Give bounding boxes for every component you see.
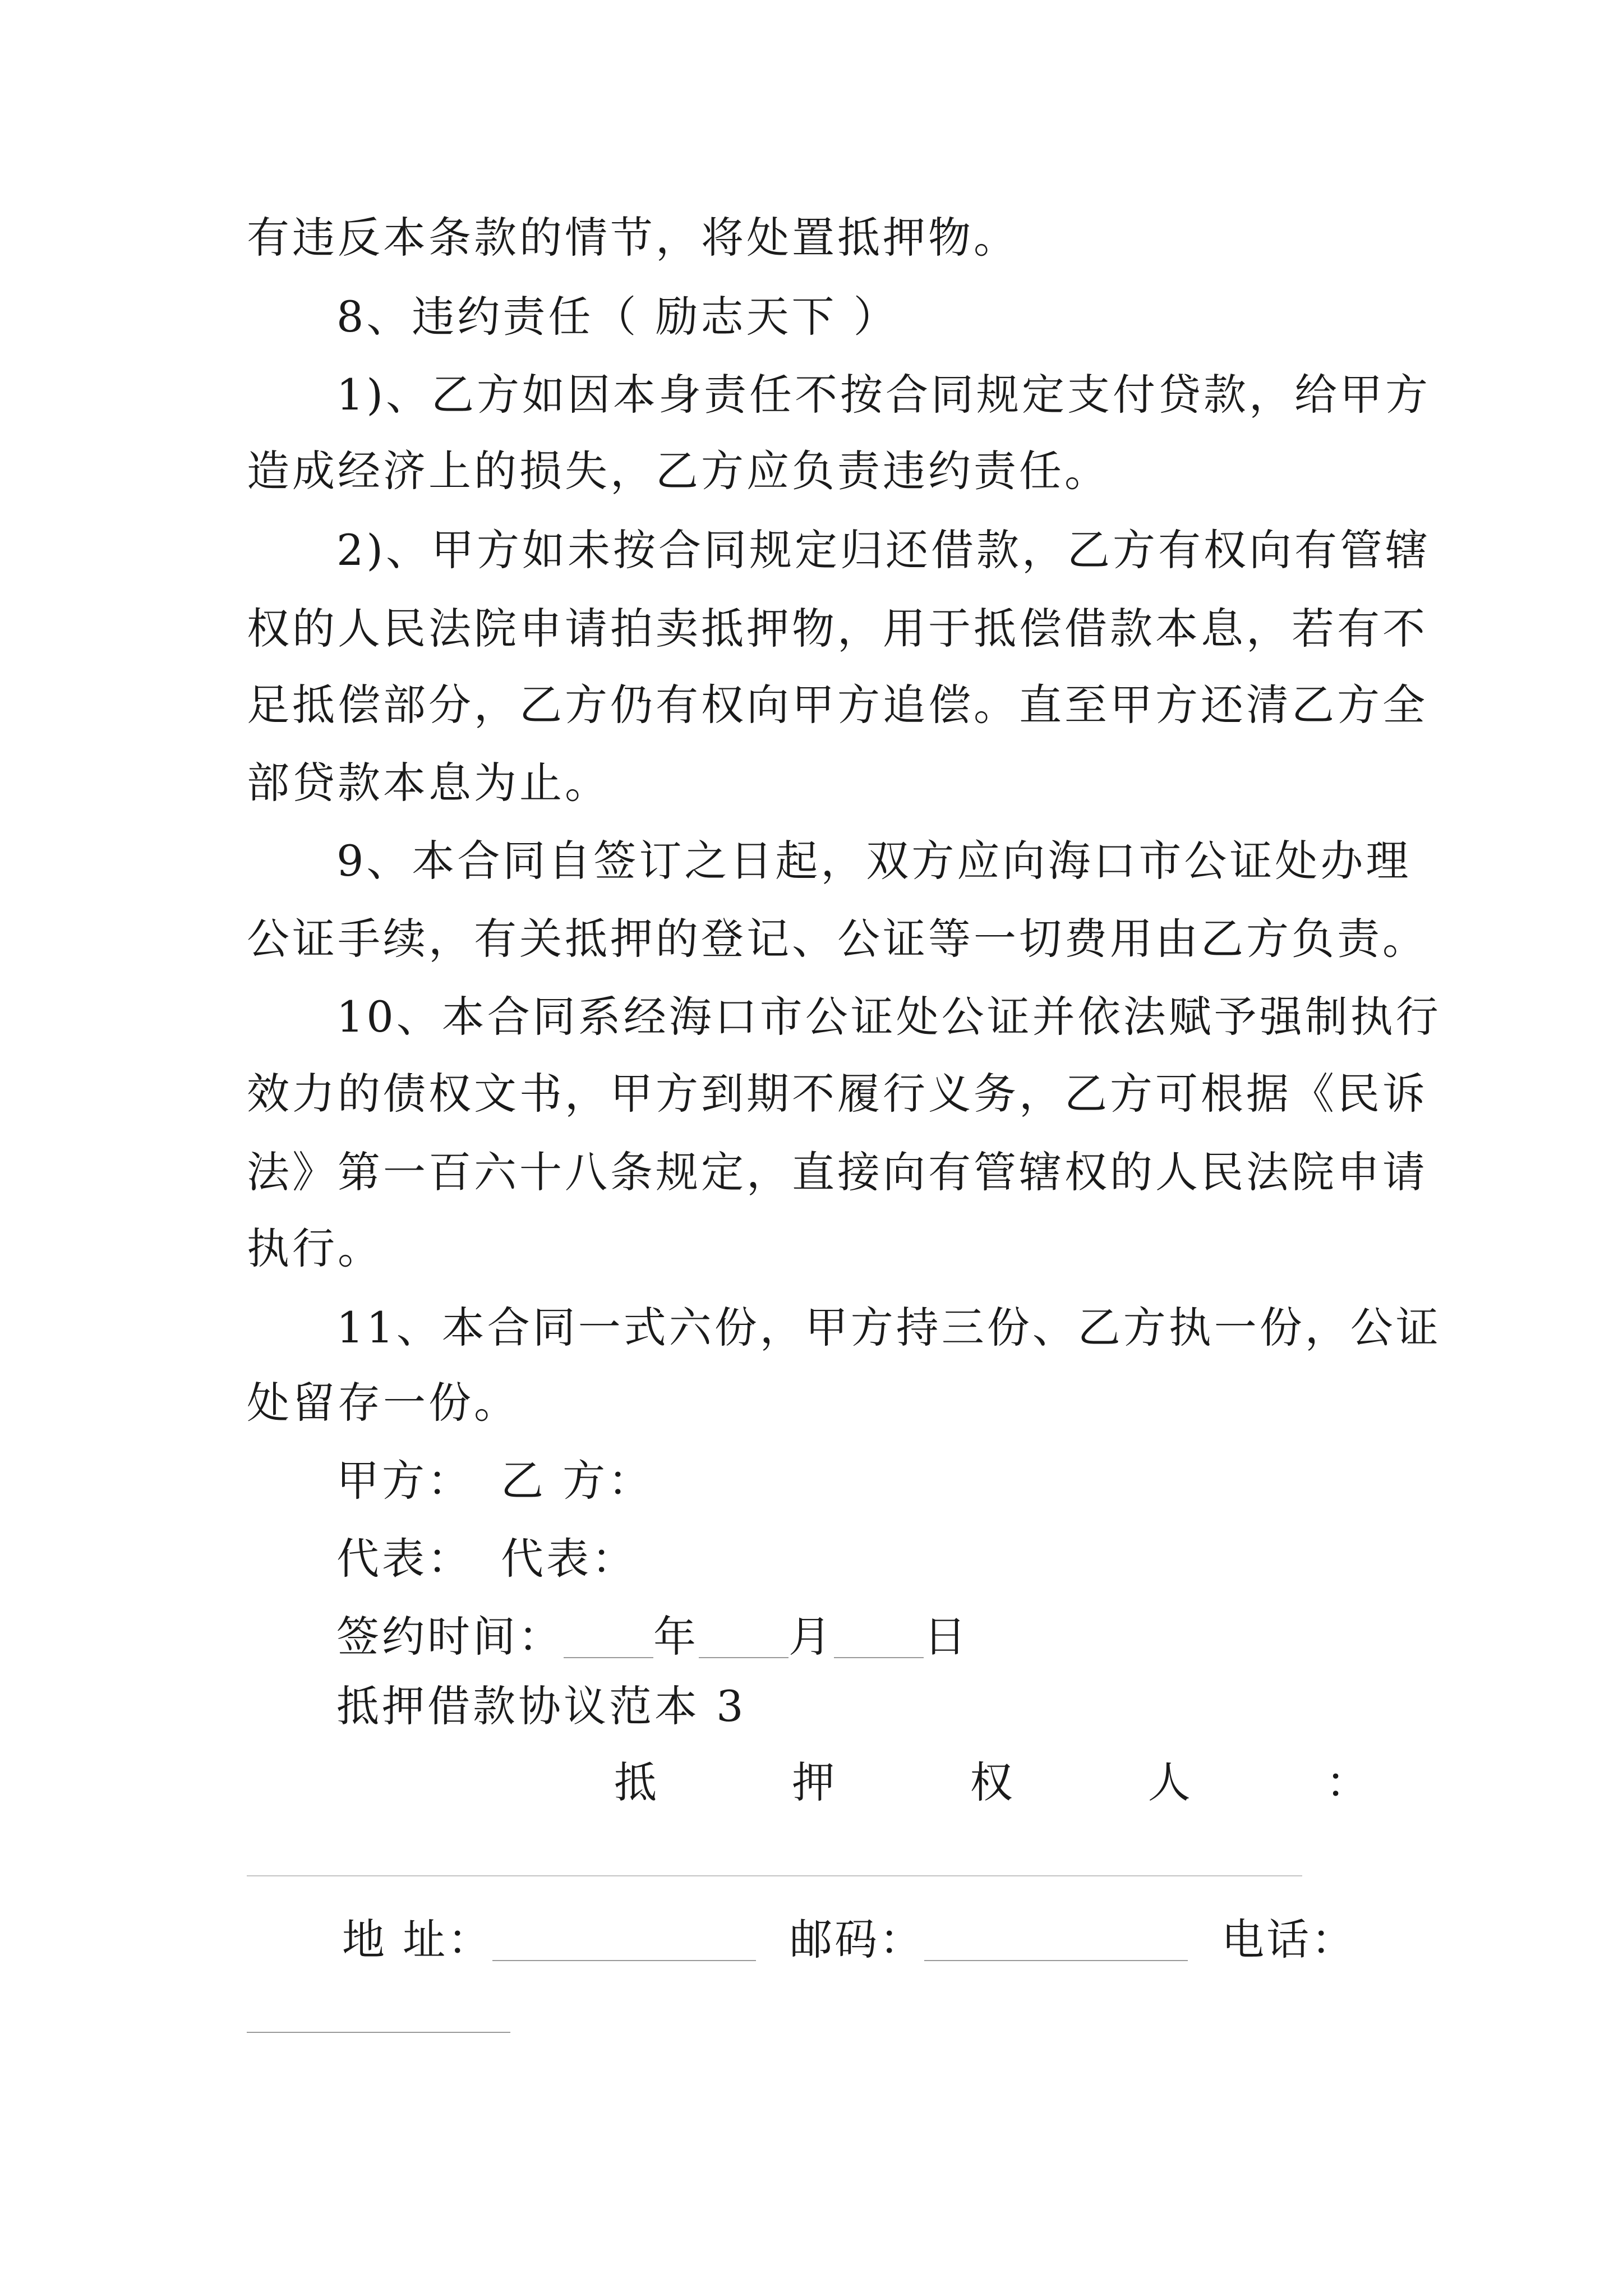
mortgagee-label — [614, 1757, 1368, 1807]
rep-a-label: 代表： — [336, 1534, 473, 1584]
year-blank — [564, 1618, 653, 1658]
paragraph-line: 公证手续，有关抵押的登记、公证等一切费用由乙方负责。 — [247, 914, 1428, 964]
rep-b-label: 代表： — [501, 1534, 637, 1584]
month-label: 月 — [789, 1612, 834, 1662]
paragraph-line: 有违反本条款的情节，将处置抵押物。 — [247, 213, 1019, 263]
mortgagee-char: 押 — [792, 1757, 835, 1807]
day-blank — [834, 1618, 924, 1658]
paragraph-line: 1)、乙方如因本身责任不按合同规定支付贷款，给甲方 — [336, 370, 1431, 420]
paragraph-line: 足抵偿部分，乙方仍有权向甲方追偿。直至甲方还清乙方全 — [247, 680, 1428, 730]
signature-party-line — [336, 1456, 654, 1506]
mortgagee-char: 抵 — [614, 1757, 657, 1807]
mortgagee-blank-line — [247, 1875, 1302, 1876]
address-label: 地 址： — [342, 1915, 493, 1964]
day-label: 日 — [924, 1612, 969, 1662]
paragraph-line: 执行。 — [247, 1223, 383, 1273]
month-blank — [699, 1618, 789, 1658]
paragraph-line: 2)、甲方如未按合同规定归还借款，乙方有权向有管辖 — [336, 525, 1431, 575]
paragraph-line: 部贷款本息为止。 — [247, 758, 610, 808]
postcode-blank — [924, 1921, 1188, 1961]
mortgagee-char: 人 — [1147, 1757, 1191, 1807]
clause-heading: 8、违约责任（ 励志天下 ） — [336, 292, 899, 342]
mortgagee-char: ： — [1326, 1757, 1368, 1807]
year-label: 年 — [653, 1612, 699, 1662]
paragraph-line: 11、本合同一式六份，甲方持三份、乙方执一份，公证 — [336, 1303, 1441, 1352]
contact-row — [342, 1915, 1357, 1964]
sign-date-label: 签约时间： — [336, 1612, 564, 1662]
address-blank — [492, 1921, 756, 1961]
section-title: 抵押借款协议范本 3 — [336, 1681, 746, 1731]
party-a-label: 甲方： — [336, 1456, 473, 1506]
paragraph-line: 效力的债权文书，甲方到期不履行义务，乙方可根据《民诉 — [247, 1069, 1428, 1119]
signature-rep-line — [336, 1534, 637, 1584]
postcode-label: 邮码： — [790, 1915, 925, 1964]
phone-blank — [247, 2032, 510, 2033]
mortgagee-char: 权 — [970, 1757, 1013, 1807]
phone-label: 电话： — [1221, 1915, 1357, 1964]
paragraph-line: 造成经济上的损失，乙方应负责违约责任。 — [247, 446, 1110, 496]
sign-date-line — [336, 1612, 969, 1662]
party-b-label: 乙 方： — [501, 1456, 654, 1506]
paragraph-line: 处留存一份。 — [247, 1378, 519, 1428]
paragraph-line: 10、本合同系经海口市公证处公证并依法赋予强制执行 — [336, 992, 1441, 1042]
paragraph-line: 法》第一百六十八条规定，直接向有管辖权的人民法院申请 — [247, 1147, 1428, 1197]
paragraph-line: 9、本合同自签订之日起，双方应向海口市公证处办理 — [336, 836, 1412, 886]
paragraph-line: 权的人民法院申请拍卖抵押物，用于抵偿借款本息，若有不 — [247, 604, 1428, 654]
